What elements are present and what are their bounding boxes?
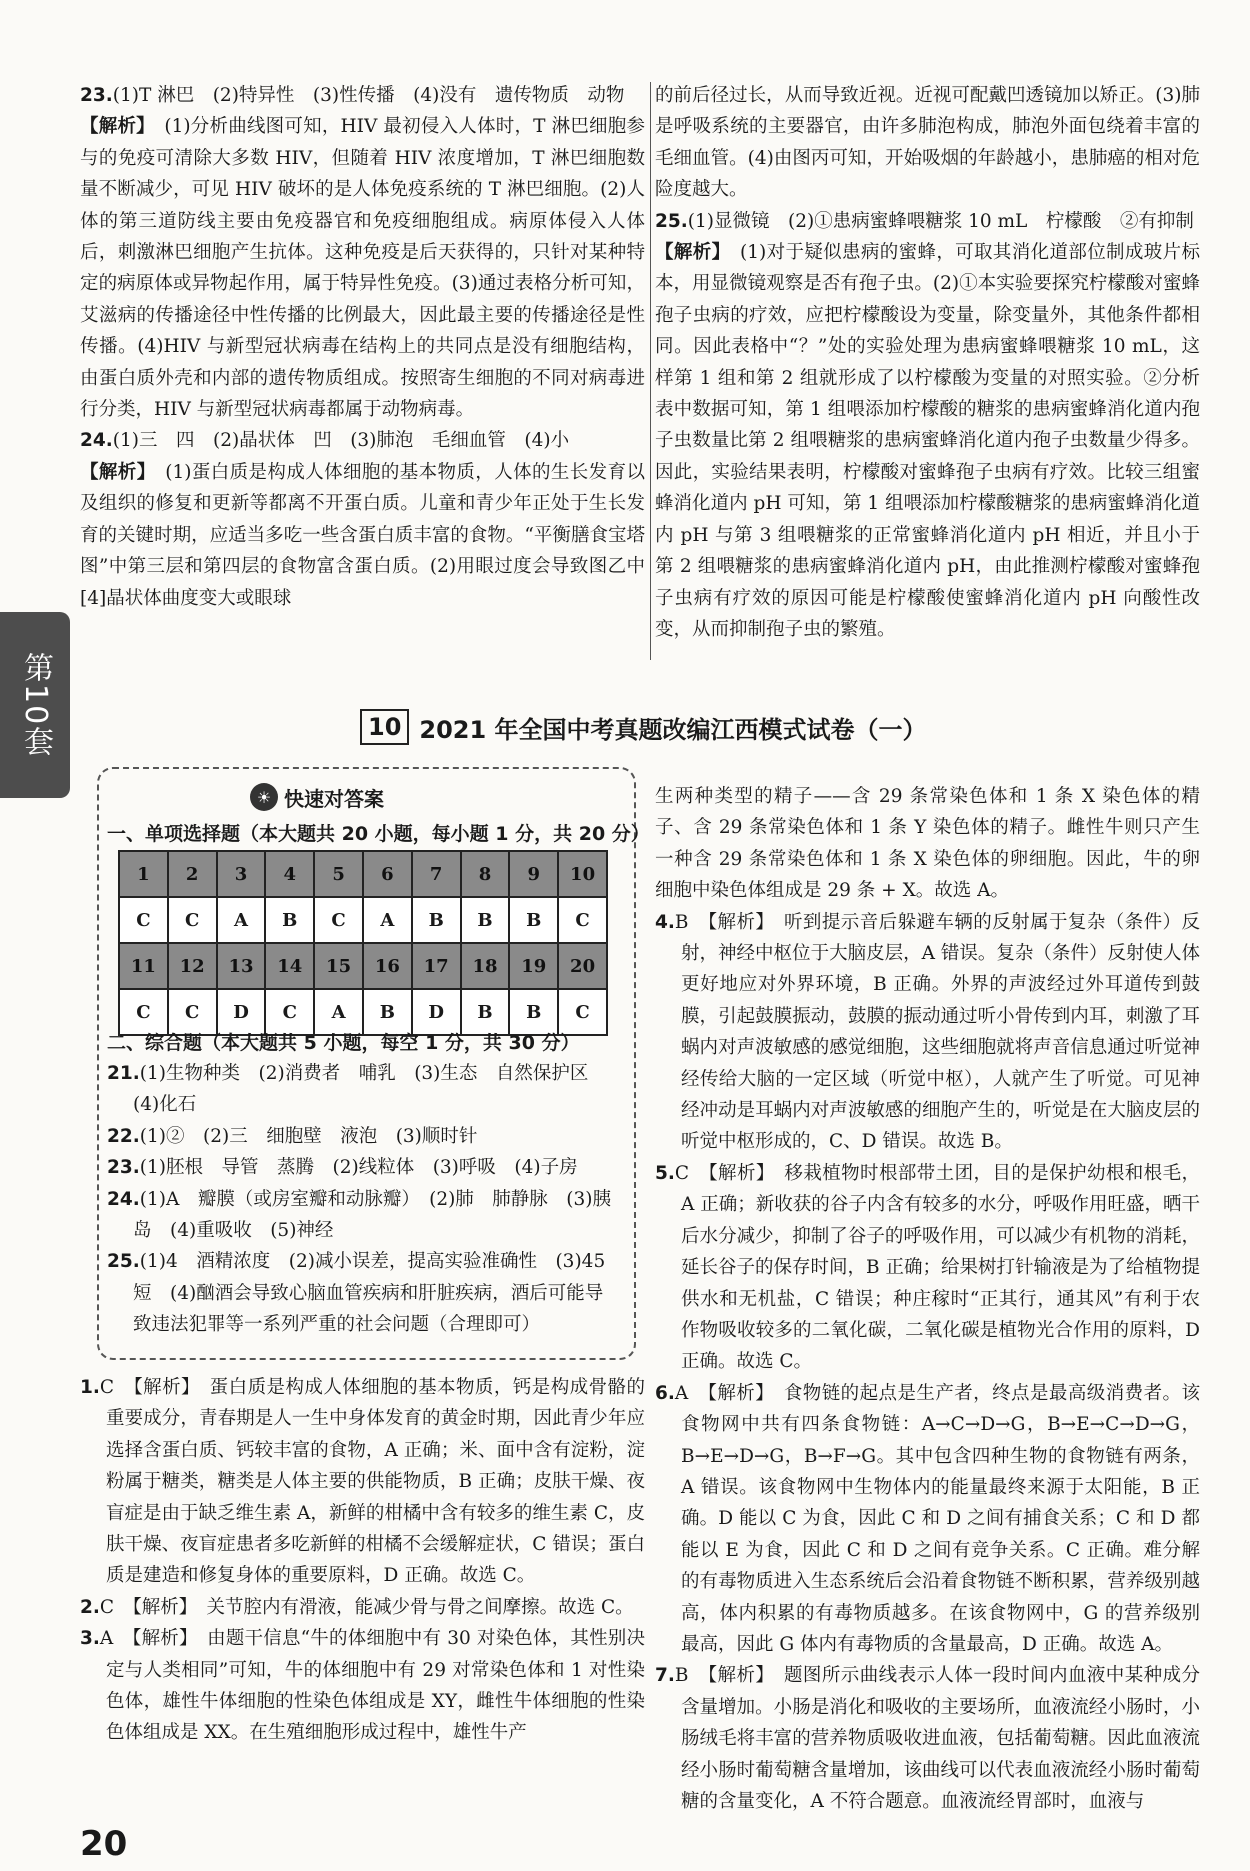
explanation-3: 3.A 【解析】 由题干信息“牛的体细胞中有 30 对染色体，其性别决定与人类相同”可知，牛的体细胞中有 29 对常染色体和 1 对性染色体，雄性牛体细胞的性染色体组成是 XY，雌性牛体细胞的性染色体组成是 XX。在生殖细胞形成过程中，雄性牛产: [80, 1628, 645, 1744]
list-item: 21.(1)生物种类 (2)消费者 哺乳 (3)生态 自然保护区 (4)化石: [107, 1063, 607, 1116]
lightbulb-icon: ☀: [250, 783, 278, 811]
table-row: 1 2 3 4 5 6 7 8 9 10: [119, 851, 607, 897]
top-right-column: [655, 80, 1200, 645]
set-title: 2021 年全国中考真题改编江西模式试卷（一）: [419, 715, 927, 744]
quick-answers-list: [107, 1058, 624, 1341]
side-tab: 第10套: [0, 612, 70, 798]
section2-heading: 二、综合题（本大题共 5 小题，每空 1 分，共 30 分）: [107, 1032, 580, 1054]
set-number: 10: [360, 709, 409, 745]
section-title: [360, 707, 927, 747]
explanation-6: 6.A 【解析】 食物链的起点是生产者，终点是最高级消费者。该食物网中共有四条食物链：A→C→D→G，B→E→C→D→G，B→E→D→G，B→F→G。其中包含四种生物的食物链有两条，A 错误。该食物网中生物体内的能量最终来源于太阳能，B 正确。D 能以 C 为食，因此 C 和 D 之间有捕食关系；C 和 D 都能以 E 为食，因此 C 和 D 之间有竞争关系。C 正确。难分解的有毒物质进入生态系统后会沿着食物链不断积累，营养级别越高，体内积累的有毒物质越多。在该食物网中，G 的营养级别最高，因此 G 体内有毒物质的含量最高，D 正确。故选 A。: [655, 1382, 1200, 1655]
analysis-24: 【解析】 (1)蛋白质是构成人体细胞的基本物质，人体的生长发育以及组织的修复和更新等都离不开蛋白质。儿童和青少年正处于生长发育的关键时期，应适当多吃一些含蛋白质丰富的食物。“平衡膳食宝塔图”中第三层和第四层的食物富含蛋白质。(2)用眼过度会导致图乙中[4]晶状体曲度变大或眼球: [80, 461, 645, 609]
answer-24: 24.(1)三 四 (2)晶状体 凹 (3)肺泡 毛细血管 (4)小: [80, 430, 570, 452]
answer-table: [118, 850, 608, 1036]
explanation-4: 4.B 【解析】 听到提示音后躲避车辆的反射属于复杂（条件）反射，神经中枢位于大脑皮层，A 错误。复杂（条件）反射使人体更好地应对外界环境，B 正确。外界的声波经过外耳道传到鼓膜，引起鼓膜振动，鼓膜的振动通过听小骨传到内耳，刺激了耳蜗内对声波敏感的感觉细胞，这些细胞就将声音信息通过听觉神经传给大脑的一定区域（听觉中枢），人就产生了听觉。可见神经冲动是耳蜗内对声波敏感的细胞产生的，听觉是在大脑皮层的听觉中枢形成的，C、D 错误。故选 B。: [655, 911, 1200, 1153]
list-item: 25.(1)4 酒精浓度 (2)减小误差，提高实验准确性 (3)45 短 (4)酗酒会导致心脑血管疾病和肝脏疾病，酒后可能导致违法犯罪等一系列严重的社会问题（合理即可）: [107, 1251, 624, 1336]
answer-23: 23.(1)T 淋巴 (2)特异性 (3)性传播 (4)没有 遗传物质 动物: [80, 85, 625, 106]
explanation-2: 2.C 【解析】 关节腔内有滑液，能减少骨与骨之间摩擦。故选 C。: [80, 1596, 634, 1618]
column-divider: [650, 82, 651, 660]
section1-heading: 一、单项选择题（本大题共 20 小题，每小题 1 分，共 20 分）: [107, 823, 650, 845]
table-row: 11 12 13 14 15 16 17 18 19 20: [119, 943, 607, 989]
quick-answer-heading: ☀ 快速对答案: [250, 780, 384, 814]
list-item: 23.(1)胚根 导管 蒸腾 (2)线粒体 (3)呼吸 (4)子房: [107, 1157, 578, 1179]
table-row: C C D C A B D B B C: [119, 989, 607, 1035]
explanation-3-continued: 生两种类型的精子——含 29 条常染色体和 1 条 X 染色体的精子、含 29 条常染色体和 1 条 Y 染色体的精子。雌性牛则只产生一种含 29 条常染色体和 1 条 X 染色体的卵细胞。因此，牛的卵细胞中染色体组成是 29 条 + X。故选 A。: [655, 786, 1200, 902]
top-left-column: [80, 80, 645, 614]
analysis-23: 【解析】 (1)分析曲线图可知，HIV 最初侵入人体时，T 淋巴细胞参与的免疫可清除大多数 HIV，但随着 HIV 浓度增加，T 淋巴细胞数量不断减少，可见 HIV 破坏的是人体免疫系统的 T 淋巴细胞。(2)人体的第三道防线主要由免疫器官和免疫细胞组成。病原体侵入人体后，刺激淋巴细胞产生抗体。这种免疫是后天获得的，只针对某种特定的病原体或异物起作用，属于特异性免疫。(3)通过表格分析可知，艾滋病的传播途径中性传播的比例最大，因此最主要的传播途径是性传播。(4)HIV 与新型冠状病毒在结构上的共同点是没有细胞结构，由蛋白质外壳和内部的遗传物质组成。按照寄生细胞的不同对病毒进行分类，HIV 与新型冠状病毒都属于动物病毒。: [80, 116, 645, 421]
explanation-5: 5.C 【解析】 移栽植物时根部带土团，目的是保护幼根和根毛，A 正确；新收获的谷子内含有较多的水分，呼吸作用旺盛，晒干后水分减少，抑制了谷子的呼吸作用，可以减少有机物的消耗，延长谷子的保存时间，B 正确；给果树打针输液是为了给植物提供水和无机盐，C 错误；种庄稼时“正其行，通其风”有利于农作物吸收较多的二氧化碳，二氧化碳是植物光合作用的原料，D 正确。故选 C。: [655, 1162, 1200, 1373]
explanation-7: 7.B 【解析】 题图所示曲线表示人体一段时间内血液中某种成分含量增加。小肠是消化和吸收的主要场所，血液流经小肠时，小肠绒毛将丰富的营养物质吸收进血液，包括葡萄糖。因此血液流经小肠时葡萄糖含量增加，该曲线可以代表血液流经小肠时葡萄糖的含量变化，A 不符合题意。血液流经胃部时，血液与: [655, 1665, 1200, 1812]
bottom-right-column: [655, 781, 1200, 1817]
table-row: C C A B C A B B B C: [119, 897, 607, 943]
analysis-25: 【解析】 (1)对于疑似患病的蜜蜂，可取其消化道部位制成玻片标本，用显微镜观察是否有孢子虫。(2)①本实验要探究柠檬酸对蜜蜂孢子虫病的疗效，应把柠檬酸设为变量，除变量外，其他条件都相同。因此表格中“？”处的实验处理为患病蜜蜂喂糖浆 10 mL，这样第 1 组和第 2 组就形成了以柠檬酸为变量的对照实验。②分析表中数据可知，第 1 组喂添加柠檬酸的糖浆的患病蜜蜂消化道内孢子虫数量比第 2 组喂糖浆的患病蜜蜂消化道内孢子虫数量少得多。因此，实验结果表明，柠檬酸对蜜蜂孢子虫病有疗效。比较三组蜜蜂消化道内 pH 可知，第 1 组喂添加柠檬酸糖浆的患病蜜蜂消化道内 pH 与第 3 组喂糖浆的正常蜜蜂消化道内 pH 相近，并且小于第 2 组喂糖浆的患病蜜蜂消化道内 pH，由此推测柠檬酸对蜜蜂孢子虫病有疗效的原因可能是柠檬酸使蜜蜂消化道内 pH 向酸性改变，从而抑制孢子虫的繁殖。: [655, 242, 1200, 640]
analysis-24-continued: 的前后径过长，从而导致近视。近视可配戴凹透镜加以矫正。(3)肺是呼吸系统的主要器官，由许多肺泡构成，肺泡外面包绕着丰富的毛细血管。(4)由图丙可知，开始吸烟的年龄越小，患肺癌的相对危险度越大。: [655, 85, 1200, 201]
page-number: 20: [80, 1824, 128, 1864]
explanation-1: 1.C 【解析】 蛋白质是构成人体细胞的基本物质，钙是构成骨骼的重要成分，青春期是人一生中身体发育的黄金时期，因此青少年应选择含蛋白质、钙较丰富的食物，A 正确；米、面中含有淀粉，淀粉属于糖类，糖类是人体主要的供能物质，B 正确；皮肤干燥、夜盲症是由于缺乏维生素 A，新鲜的柑橘中含有较多的维生素 C，皮肤干燥、夜盲症患者多吃新鲜的柑橘不会缓解症状，C 错误；蛋白质是建造和修复身体的重要原料，D 正确。故选 C。: [80, 1377, 645, 1587]
list-item: 24.(1)A 瓣膜（或房室瓣和动脉瓣） (2)肺 肺静脉 (3)胰岛 (4)重吸收 (5)神经: [107, 1188, 612, 1242]
list-item: 22.(1)② (2)三 细胞壁 液泡 (3)顺时针: [107, 1125, 478, 1147]
bottom-left-column: [80, 1372, 645, 1749]
answer-25: 25.(1)显微镜 (2)①患病蜜蜂喂糖浆 10 mL 柠檬酸 ②有抑制: [655, 210, 1194, 232]
